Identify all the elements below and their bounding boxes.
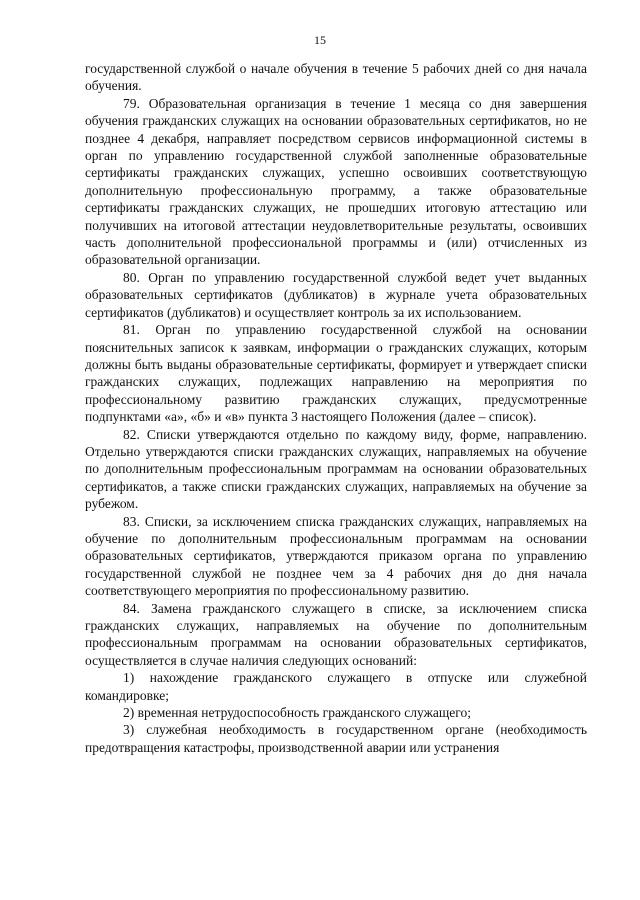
paragraph-83: 83. Списки, за исключением списка гражданских служащих, направляемых на обучение по дополнительным профессиональным программам на основании образовательных сертификатов, утверждаются приказом органа по управлению государственной службой не позднее чем за 4 рабочих дня до дня начала соответствующего мероприятия по профессиональному развитию. xyxy=(85,513,587,599)
paragraph-84: 84. Замена гражданского служащего в списке, за исключением списка гражданских служащих, направляемых на обучение по дополнительным профессиональным программам на основании образовательных сертификатов, осуществляется в случае наличия следующих оснований: xyxy=(85,600,587,668)
list-item-1: 1) нахождение гражданского служащего в отпуске или служебной командировке; xyxy=(85,670,587,703)
paragraph-79: 79. Образовательная организация в течение 1 месяца со дня завершения обучения гражданских служащих на основании образовательных сертификатов, но не позднее 4 декабря, направляет посредством сервисов информационной системы в орган по управлению государственной службой заполненные образовательные сертификаты гражданских служащих, успешно освоивших соответствующую дополнительную профессиональную программу, а также образовательные сертификаты гражданских служащих, не прошедших итоговую аттестацию или получивших на итоговой аттестации неудовлетворительные результаты, освоивших часть дополнительной профессиональной программы и (или) отчисленных из образовательной организации. xyxy=(85,95,587,268)
list-item-2: 2) временная нетрудоспособность гражданского служащего; xyxy=(123,705,471,721)
paragraph-80: 80. Орган по управлению государственной службой ведет учет выданных образовательных сертификатов (дубликатов) в журнале учета образовательных сертификатов (дубликатов) и осуществляет контроль за их использованием. xyxy=(85,269,587,320)
paragraph-82: 82. Списки утверждаются отдельно по каждому виду, форме, направлению. Отдельно утверждаются списки гражданских служащих, направляемых на обучение по дополнительным профессиональным программам на основании образовательных сертификатов, а также списки гражданских служащих, направляемых на обучение за рубежом. xyxy=(85,426,587,512)
page-number: 15 xyxy=(314,33,326,47)
list-item-3: 3) служебная необходимость в государственном органе (необходимость предотвращения катастрофы, производственной аварии или устранения xyxy=(85,722,587,755)
paragraph-81: 81. Орган по управлению государственной службой на основании пояснительных записок к заявкам, информации о гражданских служащих, которым должны быть выданы образовательные сертификаты, формирует и утверждает списки гражданских служащих, подлежащих направлению на мероприятия по профессиональному развитию гражданских служащих, предусмотренные подпунктами «а», «б» и «в» пункта 3 настоящего Положения (далее – список). xyxy=(85,322,587,425)
paragraph-continuation: государственной службой о начале обучения в течение 5 рабочих дней со дня начала обучения. xyxy=(85,61,587,94)
document-body xyxy=(85,60,587,756)
